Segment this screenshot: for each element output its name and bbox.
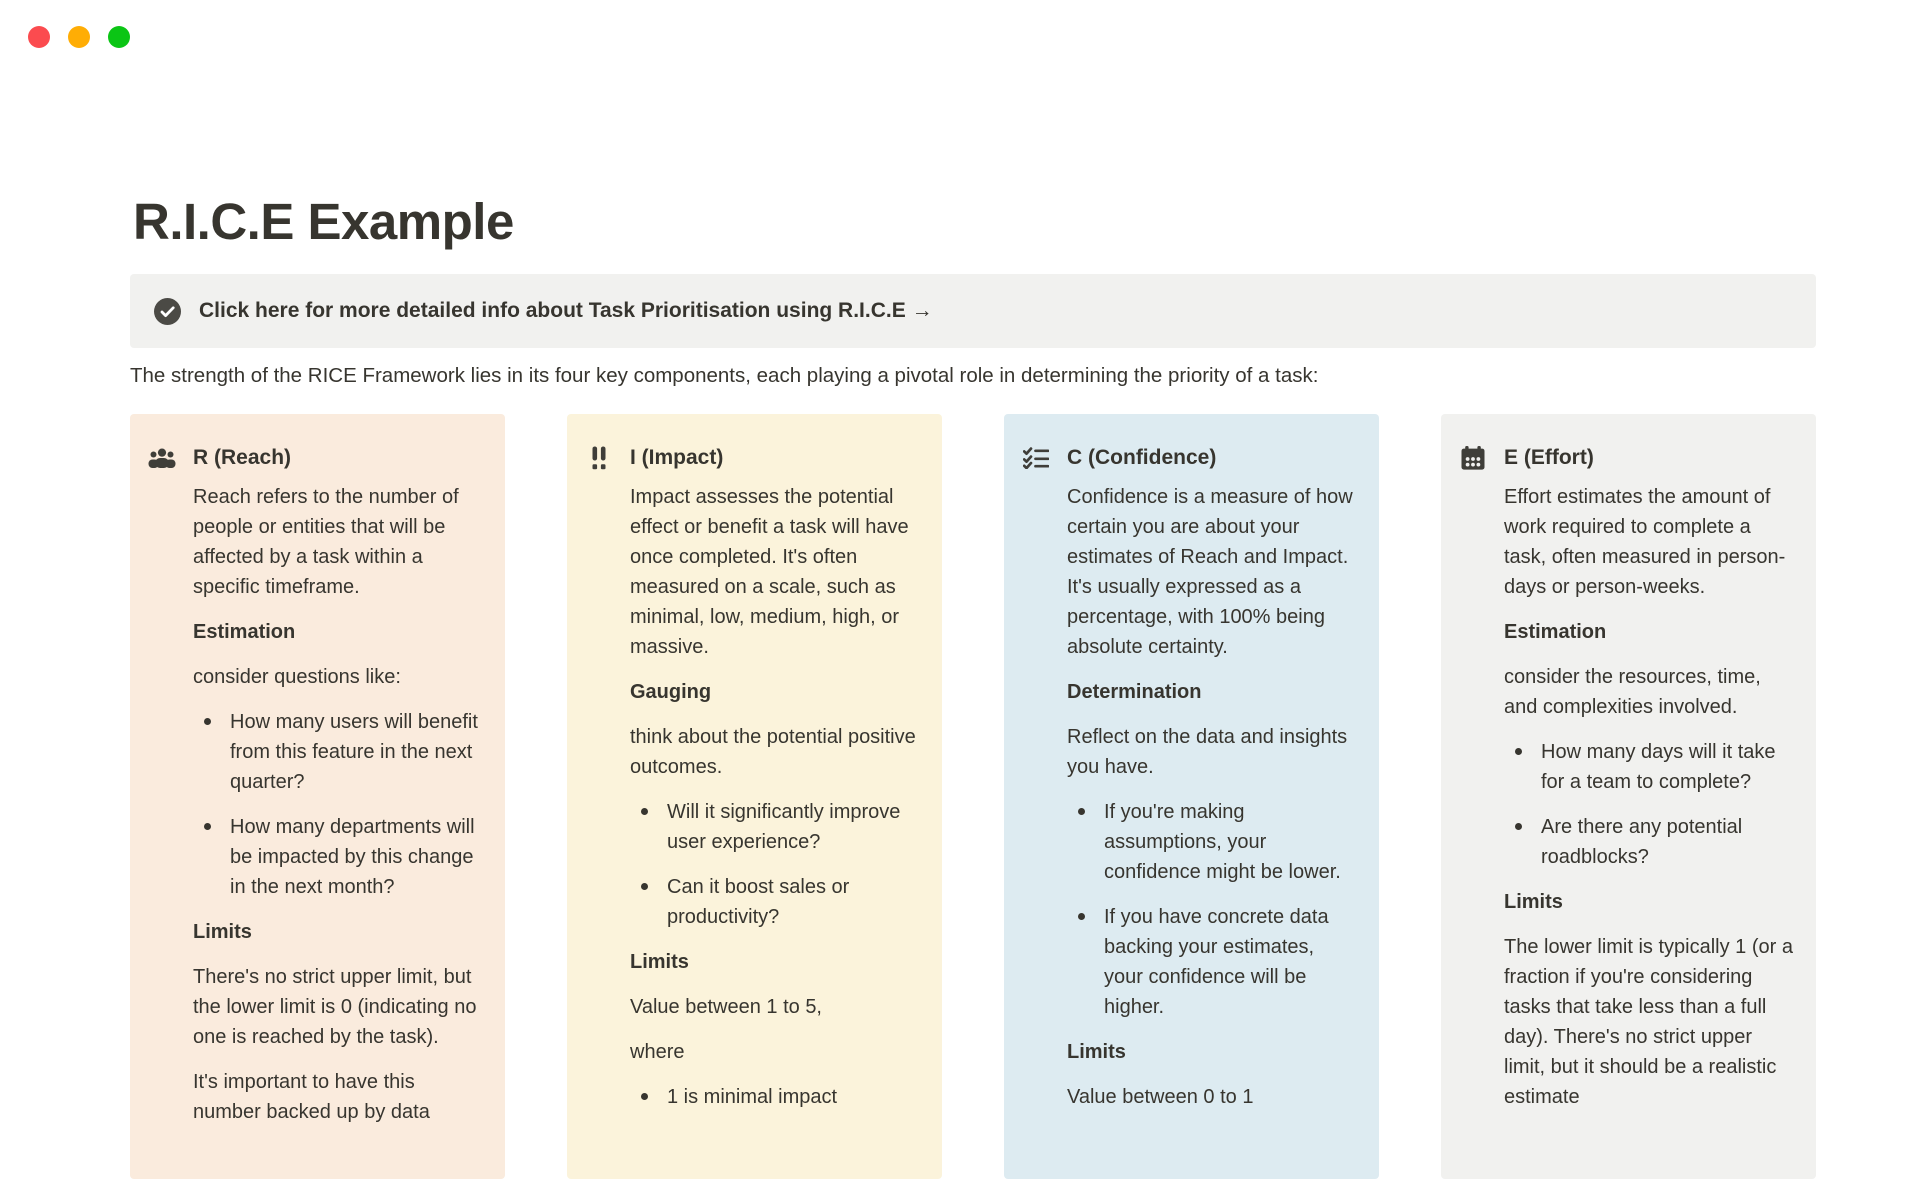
paragraph: Value between 1 to 5,: [630, 996, 822, 1018]
list-item: Are there any potential roadblocks?: [1504, 812, 1794, 872]
section-heading: Estimation: [193, 621, 296, 643]
section-heading: Determination: [1067, 681, 1202, 703]
list-item: How many users will benefit from this feature in the next quarter?: [193, 707, 483, 797]
check-circle-icon: [154, 298, 181, 325]
card-title: I (Impact): [630, 446, 724, 469]
intro-text: The strength of the RICE Framework lies in its four key components, each playing a pivotal role in determining the priority of a task:: [130, 364, 1319, 387]
card-title: E (Effort): [1504, 446, 1594, 469]
card-reach[interactable]: [130, 414, 505, 1179]
card-title: C (Confidence): [1067, 446, 1217, 469]
paragraph: where: [630, 1041, 685, 1063]
zoom-button[interactable]: [108, 26, 130, 48]
card-body: [193, 482, 483, 1127]
paragraph: Value between 0 to 1: [1067, 1086, 1254, 1108]
people-icon: [148, 448, 176, 468]
paragraph: Effort estimates the amount of work required to complete a task, often measured in person-days or person-weeks.: [1504, 486, 1786, 598]
paragraph: The lower limit is typically 1 (or a fraction if you're considering tasks that take less than a full day). There's no strict upper limit, but it should be a realistic estimate: [1504, 936, 1793, 1108]
page-title[interactable]: R.I.C.E Example: [133, 193, 514, 250]
checklist-icon: [1022, 447, 1050, 469]
paragraph: It's important to have this number backed up by data: [193, 1071, 430, 1123]
section-heading: Limits: [193, 921, 252, 943]
paragraph: Reach refers to the number of people or entities that will be affected by a task within a specific timeframe.: [193, 486, 459, 598]
list-item: Will it significantly improve user experience?: [630, 797, 920, 857]
bullet-list: [1504, 737, 1794, 872]
card-effort[interactable]: [1441, 414, 1816, 1179]
bullet-list: [193, 707, 483, 902]
calendar-icon: [1459, 446, 1487, 470]
paragraph: Confidence is a measure of how certain you are about your estimates of Reach and Impact. It's usually expressed as a percentage, with 100% being absolute certainty.: [1067, 486, 1353, 658]
card-body: [630, 482, 920, 1112]
paragraph: There's no strict upper limit, but the lower limit is 0 (indicating no one is reached by the task).: [193, 966, 477, 1048]
paragraph: consider questions like:: [193, 666, 401, 688]
paragraph: consider the resources, time, and complexities involved.: [1504, 666, 1761, 718]
bullet-list: [630, 1082, 920, 1112]
section-heading: Estimation: [1504, 621, 1607, 643]
card-confidence[interactable]: [1004, 414, 1379, 1179]
paragraph: think about the potential positive outcomes.: [630, 726, 916, 778]
page-content: [130, 0, 1816, 1179]
card-header: [1459, 444, 1794, 472]
bullet-list: [1067, 797, 1357, 1022]
card-header: [585, 444, 920, 472]
double-exclamation-icon: [585, 446, 613, 470]
bullet-list: [630, 797, 920, 932]
window-controls: [28, 26, 130, 48]
minimize-button[interactable]: [68, 26, 90, 48]
card-title: R (Reach): [193, 446, 292, 469]
list-item: If you're making assumptions, your confidence might be lower.: [1067, 797, 1357, 887]
list-item: How many departments will be impacted by this change in the next month?: [193, 812, 483, 902]
section-heading: Limits: [1067, 1041, 1126, 1063]
paragraph: Reflect on the data and insights you have.: [1067, 726, 1348, 778]
card-header: [148, 444, 483, 472]
list-item: 1 is minimal impact: [630, 1082, 920, 1112]
close-button[interactable]: [28, 26, 50, 48]
card-impact[interactable]: [567, 414, 942, 1179]
card-header: [1022, 444, 1357, 472]
list-item: Can it boost sales or productivity?: [630, 872, 920, 932]
cards-row: [130, 414, 1816, 1179]
section-heading: Gauging: [630, 681, 712, 703]
list-item: If you have concrete data backing your estimates, your confidence will be higher.: [1067, 902, 1357, 1022]
callout-text: Click here for more detailed info about Task Prioritisation using R.I.C.E →: [199, 299, 933, 322]
info-callout[interactable]: [130, 274, 1816, 348]
card-body: [1504, 482, 1794, 1112]
list-item: How many days will it take for a team to complete?: [1504, 737, 1794, 797]
card-body: [1067, 482, 1357, 1112]
section-heading: Limits: [630, 951, 689, 973]
paragraph: Impact assesses the potential effect or benefit a task will have once completed. It's often measured on a scale, such as minimal, low, medium, high, or massive.: [630, 486, 909, 658]
section-heading: Limits: [1504, 891, 1563, 913]
